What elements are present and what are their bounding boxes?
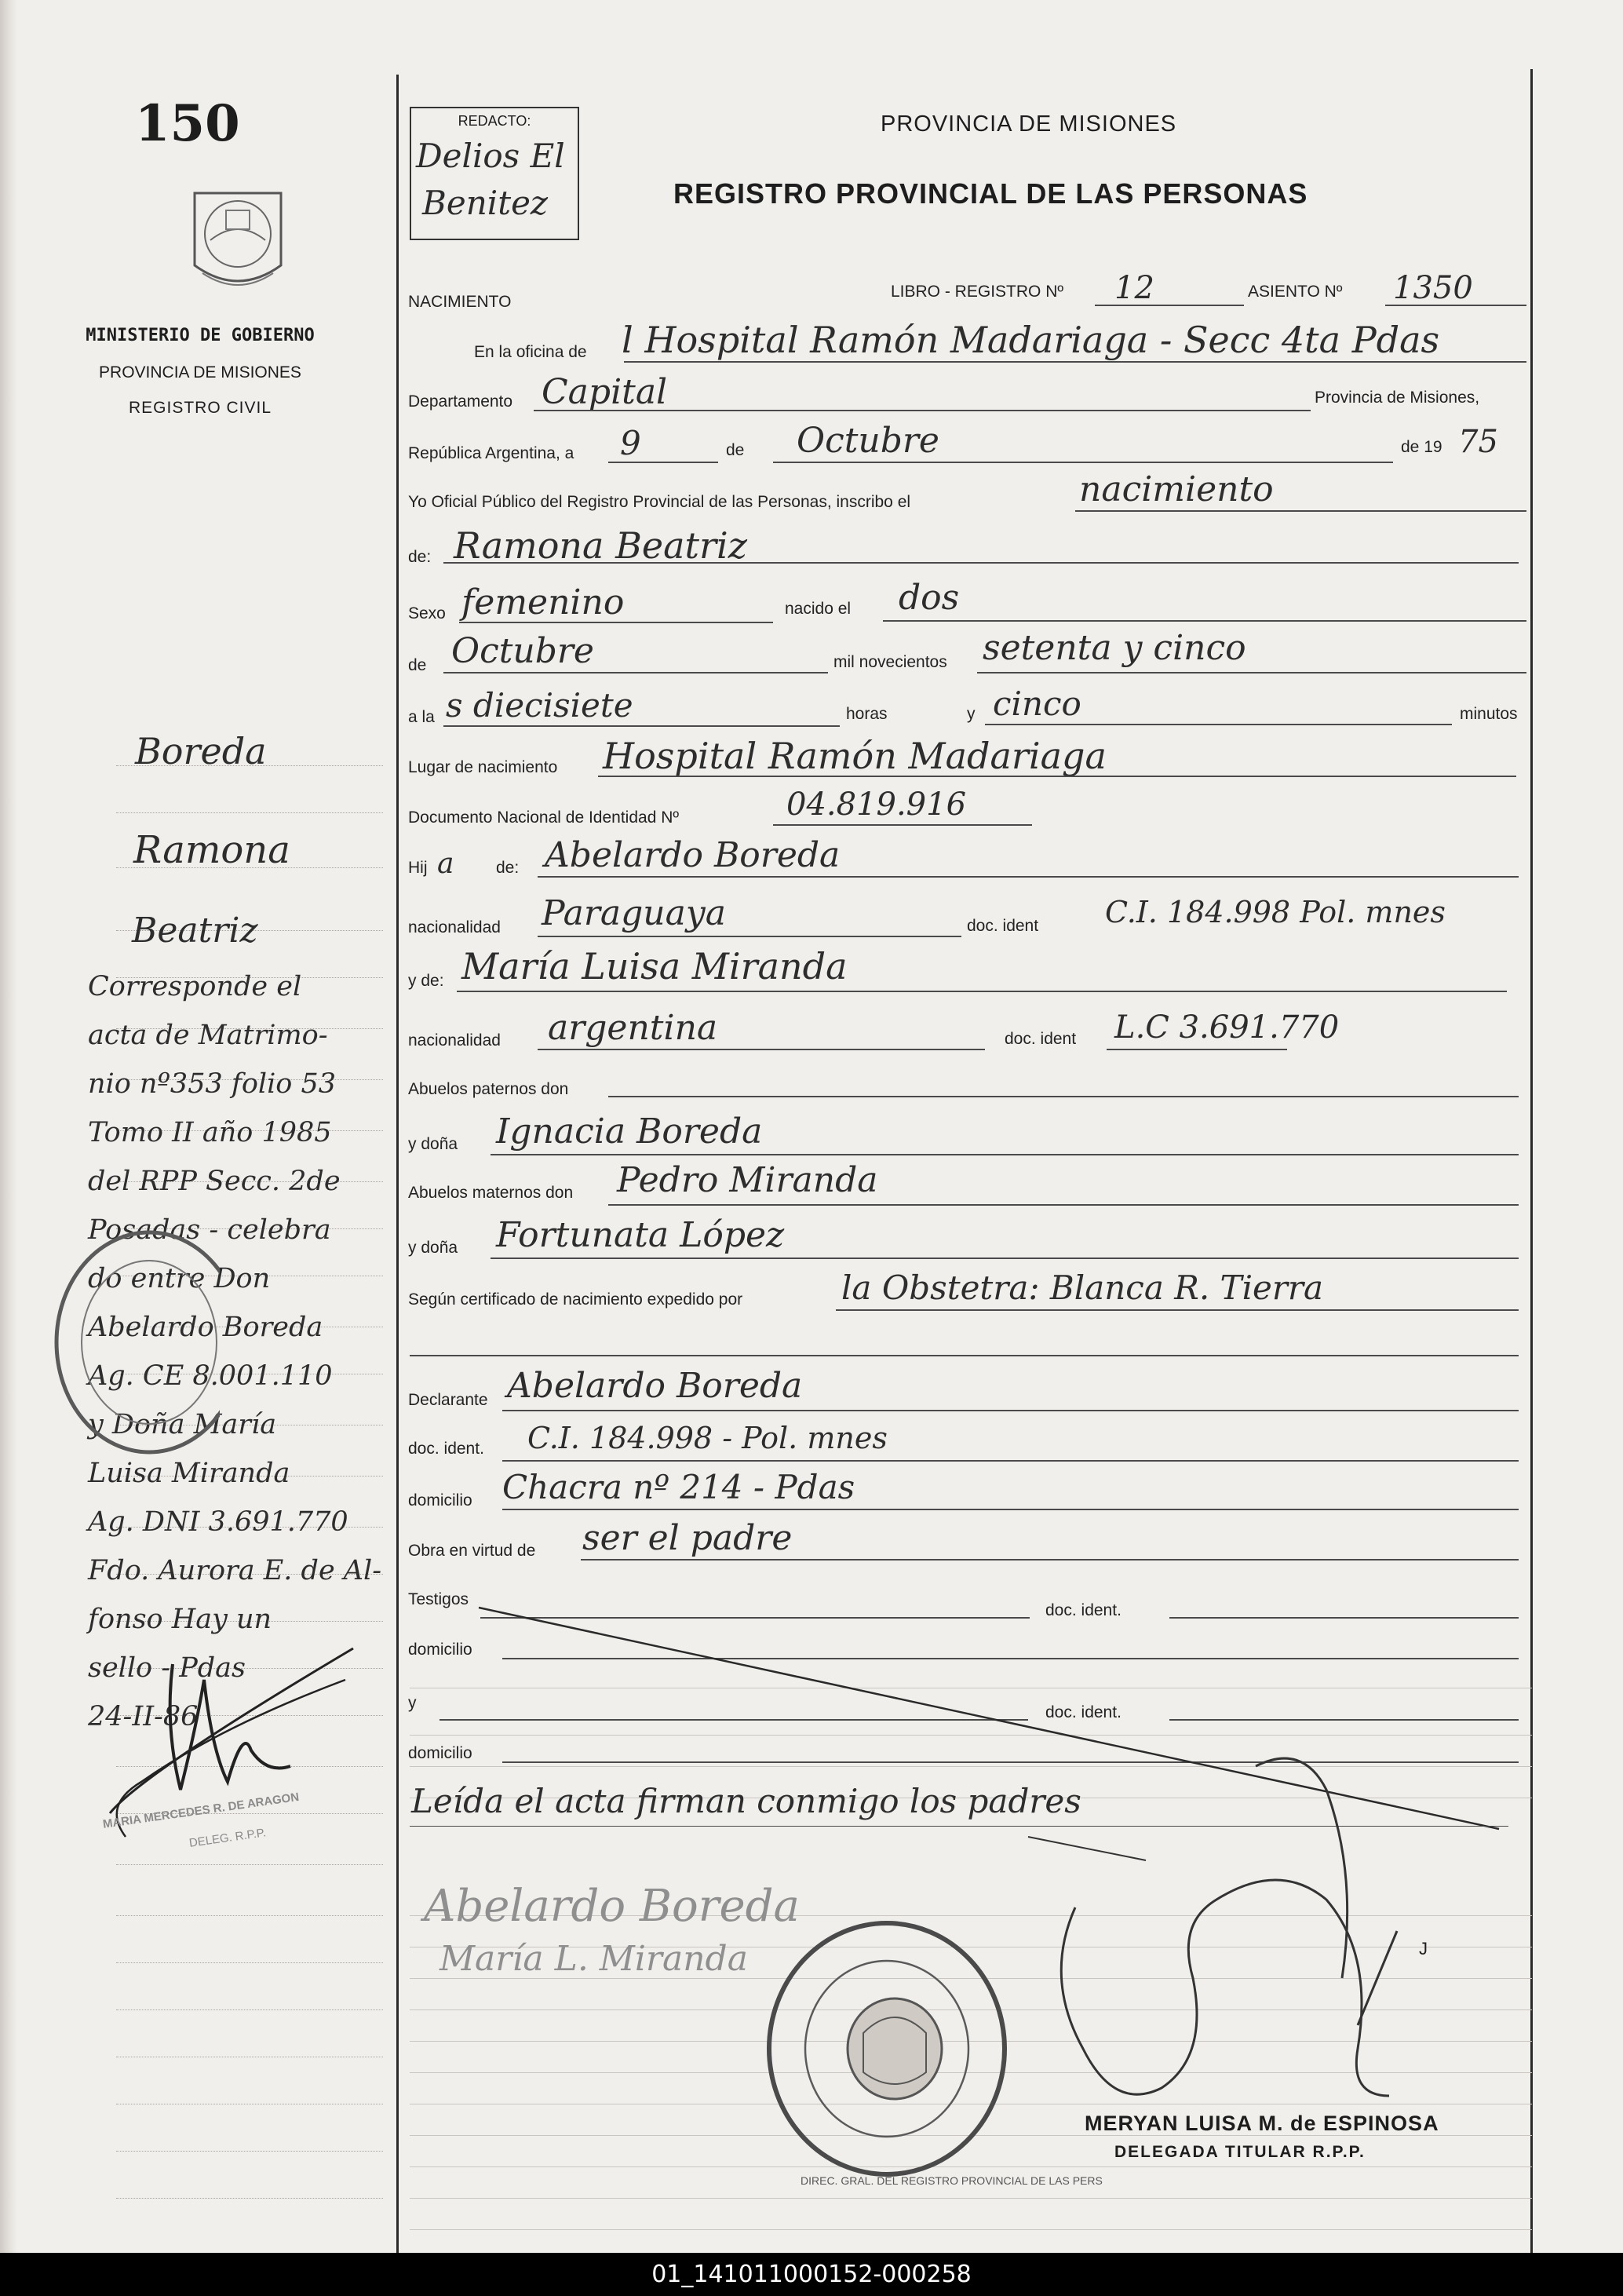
margin-line: sello - Pdas	[88, 1652, 246, 1684]
de4-label: de:	[496, 859, 520, 877]
oficial-label: Yo Oficial Público del Registro Provincial de las Personas, inscribo el	[408, 493, 911, 511]
ydona2-label: y doña	[408, 1239, 458, 1257]
abuela-materna-value: Fortunata López	[496, 1215, 785, 1255]
header-province: PROVINCIA DE MISIONES	[881, 111, 1177, 137]
de2-label: de:	[408, 548, 432, 566]
round-seal-icon	[753, 1915, 1020, 2182]
margin-line: nio nº353 folio 53	[88, 1068, 337, 1100]
horas-y: y	[967, 705, 976, 723]
margin-line: y Doña María	[88, 1409, 277, 1440]
declarante-value: Abelardo Boreda	[507, 1366, 803, 1406]
abuela-paterna-value: Ignacia Boreda	[496, 1111, 763, 1152]
nacido-value: dos	[899, 578, 960, 618]
nacido-label: nacido el	[785, 600, 852, 618]
nacionalidad2-label: nacionalidad	[408, 1031, 501, 1049]
y-testigo-label: y	[408, 1694, 417, 1712]
de-label: de	[726, 441, 745, 459]
margin-line: do entre Don	[88, 1263, 271, 1294]
certificado-value: la Obstetra: Blanca R. Tierra	[841, 1268, 1324, 1307]
doc2-label: doc. ident	[1005, 1030, 1077, 1048]
margin-line: Ag. CE 8.001.110	[88, 1360, 333, 1392]
abuelos-maternos-label: Abuelos maternos don	[408, 1184, 574, 1202]
margin-line: Posadas - celebra	[88, 1214, 331, 1246]
docdecl-value: C.I. 184.998 - Pol. mnes	[527, 1421, 888, 1455]
nacionalidad1-label: nacionalidad	[408, 918, 501, 936]
margin-line: Ag. DNI 3.691.770	[88, 1506, 348, 1538]
ministry-registro: REGISTRO CIVIL	[128, 399, 272, 417]
nacionalidad1-value: Paraguaya	[542, 893, 726, 933]
mes-value: Octubre	[797, 421, 939, 461]
dom-testigo1-label: domicilio	[408, 1641, 472, 1659]
margin-stamp-2: DELEG. R.P.P.	[188, 1826, 268, 1850]
margin-line: del RPP Secc. 2de	[88, 1166, 341, 1197]
nacimiento-label: NACIMIENTO	[408, 293, 512, 311]
dom-testigo2-label: domicilio	[408, 1744, 472, 1762]
oficial-value: nacimiento	[1079, 469, 1274, 509]
margin-first-name: Ramona	[133, 828, 290, 872]
redacto-box	[410, 107, 579, 240]
republica-label: República Argentina, a	[408, 444, 574, 462]
asiento-label: ASIENTO Nº	[1248, 283, 1343, 301]
doc-testigo1-label: doc. ident.	[1045, 1601, 1122, 1619]
form-right-border	[1530, 69, 1533, 2253]
obra-label: Obra en virtud de	[408, 1542, 536, 1560]
dni-value: 04.819.916	[786, 787, 967, 823]
doc1-value: C.I. 184.998 Pol. mnes	[1105, 895, 1446, 929]
margin-line: Luisa Miranda	[88, 1458, 290, 1489]
ydona1-label: y doña	[408, 1135, 458, 1153]
coat-of-arms-icon	[179, 179, 297, 305]
dia-value: 9	[620, 424, 641, 462]
hij-label: Hij	[408, 859, 428, 877]
margin-line: Fdo. Aurora E. de Al-	[88, 1555, 382, 1586]
firma-madre: María L. Miranda	[439, 1939, 748, 1979]
alas-label: a la	[408, 708, 435, 726]
testigos-label: Testigos	[408, 1590, 469, 1608]
margin-line: acta de Matrimo-	[88, 1020, 328, 1051]
delegate-title: DELEGADA TITULAR R.P.P.	[1114, 2143, 1366, 2161]
milnovecientos-label: mil novecientos	[833, 653, 947, 671]
padre-value: Abelardo Boreda	[545, 835, 841, 875]
anio-value: setenta y cinco	[983, 628, 1246, 668]
ministry-title: MINISTERIO DE GOBIERNO	[86, 326, 315, 345]
departamento-value: Capital	[542, 372, 668, 412]
madre-value: María Luisa Miranda	[461, 945, 848, 987]
hij-suffix: a	[437, 848, 454, 880]
lugar-value: Hospital Ramón Madariaga	[603, 735, 1107, 777]
delegate-name: MERYAN LUISA M. de ESPINOSA	[1085, 2112, 1439, 2135]
minutos-label: minutos	[1460, 705, 1518, 723]
j-mark: J	[1419, 1939, 1428, 1958]
de-year-label: de 19	[1401, 438, 1442, 456]
header-registry: REGISTRO PROVINCIAL DE LAS PERSONAS	[673, 177, 1308, 210]
doc1-label: doc. ident	[967, 917, 1039, 935]
margin-stamp: MARIA MERCEDES R. DE ARAGON	[102, 1790, 301, 1831]
departamento-label: Departamento	[408, 392, 513, 411]
oficina-label: En la oficina de	[474, 343, 587, 361]
minutos-value: cinco	[993, 684, 1081, 723]
redacto-hw-2: Benitez	[422, 184, 549, 222]
year-value: 75	[1458, 424, 1498, 460]
yde-label: y de:	[408, 972, 444, 990]
libro-value: 12	[1114, 270, 1154, 306]
de3-label: de	[408, 656, 427, 674]
domdecl-value: Chacra nº 214 - Pdas	[502, 1468, 855, 1506]
sheet-number: 150	[135, 94, 240, 153]
margin-surname: Boreda	[135, 730, 267, 772]
redacto-label: REDACTO:	[458, 113, 531, 129]
form-left-border	[396, 75, 399, 2253]
official-signature-icon	[1020, 1719, 1428, 2127]
margin-line: fonso Hay un	[88, 1604, 272, 1635]
nacionalidad2-value: argentina	[548, 1008, 718, 1048]
round-seal-text: DIREC. GRAL. DEL REGISTRO PROVINCIAL DE LAS PERS	[801, 2174, 1103, 2187]
lugar-label: Lugar de nacimiento	[408, 758, 558, 776]
leida-text: Leída el acta firman conmigo los padres	[411, 1782, 1081, 1820]
margin-line: Corresponde el	[88, 971, 302, 1002]
nombre-value: Ramona Beatriz	[454, 524, 747, 567]
mes2-value: Octubre	[451, 631, 594, 671]
horas-label: horas	[846, 705, 888, 723]
abuelo-materno-value: Pedro Miranda	[617, 1160, 878, 1200]
margin-line: Tomo II año 1985	[88, 1117, 332, 1148]
certificado-label: Según certificado de nacimiento expedido por	[408, 1290, 743, 1309]
provincia-label: Provincia de Misiones,	[1315, 389, 1480, 407]
domdecl-label: domicilio	[408, 1491, 472, 1509]
declarante-label: Declarante	[408, 1391, 488, 1409]
doc-testigo2-label: doc. ident.	[1045, 1703, 1122, 1721]
redacto-hw-1: Delios El	[416, 137, 565, 175]
margin-second-name: Beatriz	[132, 911, 258, 951]
abuelos-paternos-label: Abuelos paternos don	[408, 1080, 569, 1098]
ministry-province: PROVINCIA DE MISIONES	[99, 363, 301, 381]
libro-label: LIBRO - REGISTRO Nº	[891, 283, 1064, 301]
asiento-value: 1350	[1393, 270, 1473, 306]
sexo-label: Sexo	[408, 604, 446, 622]
dni-label: Documento Nacional de Identidad Nº	[408, 809, 680, 827]
sexo-value: femenino	[461, 582, 625, 622]
margin-line: Abelardo Boreda	[88, 1312, 323, 1343]
margin-seal-icon	[31, 1225, 220, 1460]
obra-value: ser el padre	[582, 1518, 793, 1558]
doc2-value: L.C 3.691.770	[1114, 1009, 1340, 1046]
oficina-value: l Hospital Ramón Madariaga - Secc 4ta Pdas	[622, 319, 1440, 361]
margin-line: 24-II-86	[88, 1701, 199, 1732]
docdecl-label: doc. ident.	[408, 1440, 484, 1458]
hora-value: s diecisiete	[446, 686, 633, 725]
firma-padre: Abelardo Boreda	[424, 1881, 800, 1932]
footer-code: 01_141011000152-000258	[0, 2253, 1623, 2296]
